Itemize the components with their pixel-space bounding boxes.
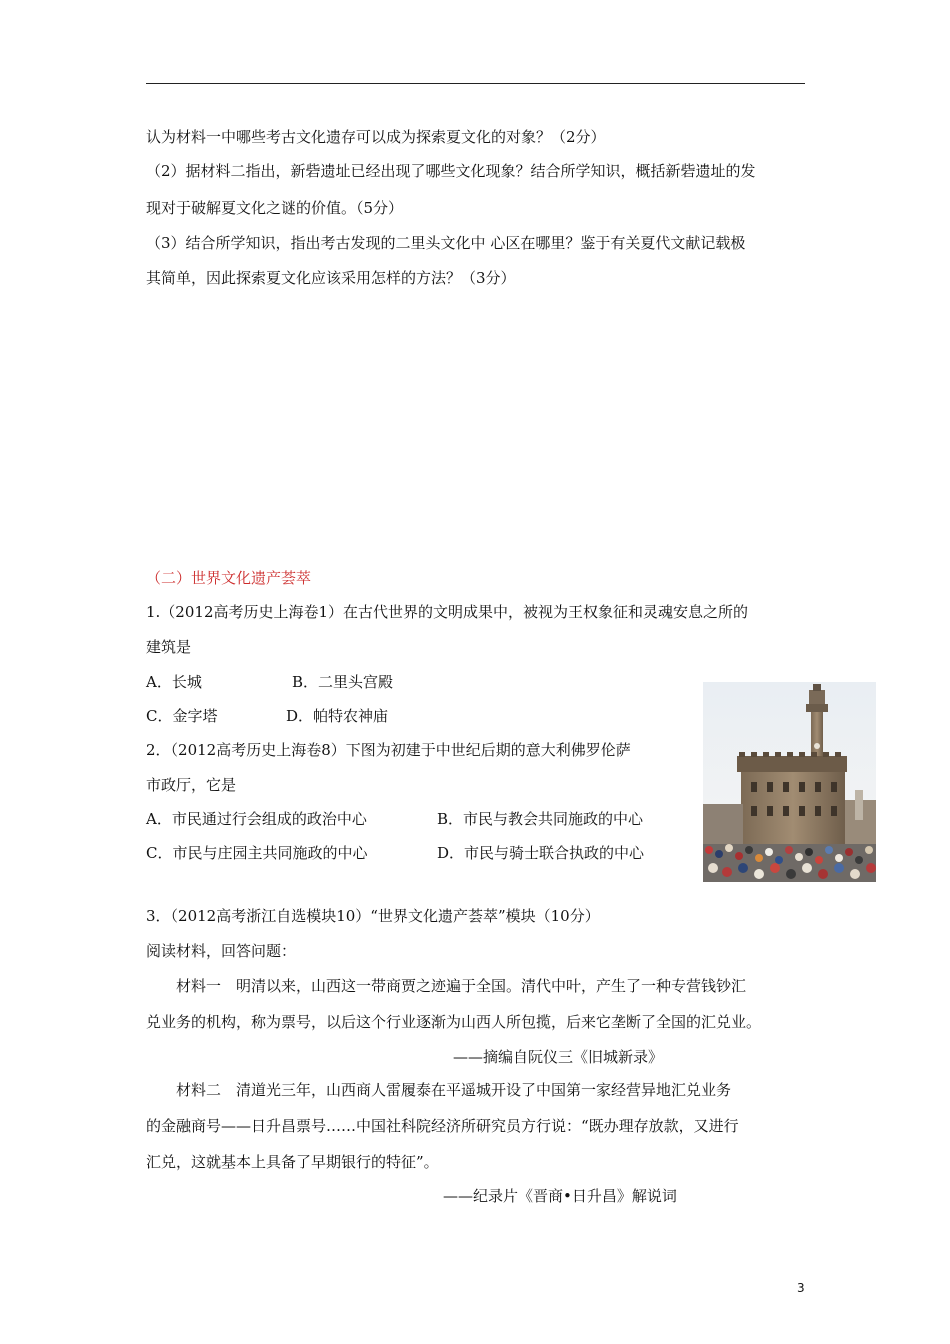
q1-option-b: B．二里头宫殿: [292, 673, 394, 691]
q3-stem-line-1: 3．（2012高考浙江自选模块10）“世界文化遗产荟萃”模块（10分）: [146, 907, 600, 925]
q2-stem-line-1: 2．（2012高考历史上海卷8）下图为初建于中世纪后期的意大利佛罗伦萨: [146, 741, 631, 759]
prev-question-line-2: （2）据材料二指出，新砦遗址已经出现了哪些文化现象？结合所学知识，概括新砦遗址的发: [146, 162, 756, 180]
q3-material-2-line-2: 的金融商号——日升昌票号……中国社科院经济所研究员方行说：“既办理存放款，又进行: [146, 1117, 739, 1135]
header-rule: [146, 83, 805, 84]
q3-stem-line-2: 阅读材料，回答问题：: [146, 942, 297, 960]
q3-material-1-line-2: 兑业务的机构，称为票号，以后这个行业逐渐为山西人所包揽，后来它垄断了全国的汇兑业。: [146, 1013, 762, 1031]
q1-option-d: D．帕特农神庙: [286, 707, 389, 725]
q2-option-c: C．市民与庄园主共同施政的中心: [146, 844, 368, 862]
q1-option-a: A．长城: [146, 673, 202, 691]
q3-material-2-source: ——纪录片《晋商•日升昌》解说词: [443, 1187, 677, 1205]
prev-question-line-1: 认为材料一中哪些考古文化遗存可以成为探索夏文化的对象？（2分）: [146, 128, 606, 146]
page-number: 3: [797, 1281, 805, 1295]
q1-option-c: C．金字塔: [146, 707, 218, 725]
q3-material-2-line-3: 汇兑，这就基本上具备了早期银行的特征”。: [146, 1153, 439, 1171]
q2-option-d: D．市民与骑士联合执政的中心: [437, 844, 645, 862]
q3-material-1-line-1: 材料一 明清以来，山西这一带商贾之迹遍于全国。清代中叶，产生了一种专营钱钞汇: [176, 977, 747, 995]
q2-option-b: B．市民与教会共同施政的中心: [437, 810, 644, 828]
q1-stem-line-1: 1.（2012高考历史上海卷1）在古代世界的文明成果中，被视为王权象征和灵魂安息之所的: [146, 603, 749, 621]
palazzo-vecchio-photo: [703, 682, 876, 882]
prev-question-line-4: （3）结合所学知识，指出考古发现的二里头文化中 心区在哪里？鉴于有关夏代文献记载极: [146, 234, 746, 252]
q2-stem-line-2: 市政厅，它是: [146, 776, 237, 794]
q2-option-a: A．市民通过行会组成的政治中心: [146, 810, 367, 828]
q3-material-1-source: ——摘编自阮仪三《旧城新录》: [453, 1048, 664, 1066]
prev-question-line-3: 现对于破解夏文化之谜的价值。（5分）: [146, 199, 404, 217]
section-title: （二）世界文化遗产荟萃: [146, 569, 312, 587]
q3-material-2-line-1: 材料二 清道光三年，山西商人雷履泰在平遥城开设了中国第一家经营异地汇兑业务: [176, 1081, 732, 1099]
q1-stem-line-2: 建筑是: [146, 638, 192, 656]
prev-question-line-5: 其简单，因此探索夏文化应该采用怎样的方法？（3分）: [146, 269, 516, 287]
